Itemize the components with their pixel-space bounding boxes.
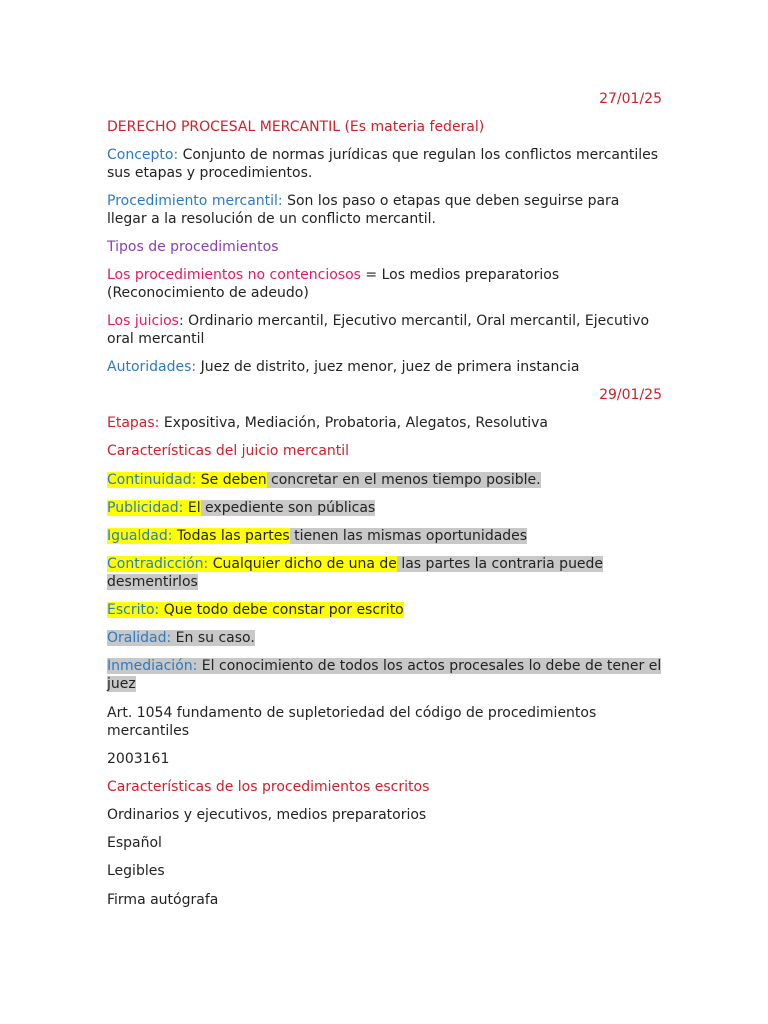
inmediacion-paragraph: [107, 657, 662, 693]
procedimiento-paragraph: [107, 192, 662, 228]
art-paragraph: Art. 1054 fundamento de supletoriedad del código de procedimientos mercantiles: [107, 705, 597, 739]
autoridades-paragraph: [107, 358, 662, 376]
concepto-label: Concepto:: [107, 147, 179, 163]
continuidad-label: Continuidad:: [107, 472, 197, 488]
date-2: 29/01/25: [599, 387, 662, 403]
continuidad-paragraph: [107, 471, 662, 489]
publicidad-yellow: El: [183, 500, 201, 516]
autoridades-label: Autoridades:: [107, 359, 197, 375]
inmediacion-gray: El conocimiento de todos los actos procesales lo debe de tener el juez: [107, 658, 662, 692]
igualdad-yellow: Todas las partes: [172, 528, 290, 544]
oralidad-gray: En su caso.: [171, 630, 255, 646]
no-contenciosos-label: Los procedimientos no contenciosos: [107, 267, 361, 283]
contradiccion-label: Contradicción:: [107, 556, 209, 572]
juicios-text: : Ordinario mercantil, Ejecutivo mercantil, Oral mercantil, Ejecutivo oral mercantil: [107, 313, 650, 347]
publicidad-label: Publicidad:: [107, 500, 184, 516]
igualdad-label: Igualdad:: [107, 528, 173, 544]
etapas-label: Etapas:: [107, 415, 160, 431]
tipos-heading: Tipos de procedimientos: [107, 239, 279, 255]
etapas-text: Expositiva, Mediación, Probatoria, Alegatos, Resolutiva: [159, 415, 548, 431]
date-1: 27/01/25: [599, 91, 662, 107]
continuidad-yellow: Se deben: [196, 472, 267, 488]
contradiccion-paragraph: [107, 555, 662, 591]
no-contenciosos-text: = Los medios preparatorios (Reconocimiento de adeudo): [107, 267, 560, 301]
procedimiento-text: Son los paso o etapas que deben seguirse para llegar a la resolución de un conflicto mercantil.: [107, 193, 620, 227]
list-item: Legibles: [107, 863, 165, 879]
escrito-paragraph: [107, 601, 662, 619]
concepto-text: Conjunto de normas jurídicas que regulan los conflictos mercantiles sus etapas y procedimientos.: [107, 147, 659, 181]
oralidad-paragraph: [107, 629, 662, 647]
continuidad-gray: concretar en el menos tiempo posible.: [266, 472, 541, 488]
list-item: Firma autógrafa: [107, 892, 219, 908]
escrito-yellow: Que todo debe constar por escrito: [159, 602, 404, 618]
contradiccion-gray: las partes la contraria puede desmentirlos: [107, 556, 604, 590]
juicios-paragraph: [107, 312, 662, 348]
escritos-heading: Características de los procedimientos escritos: [107, 779, 430, 795]
inmediacion-label: Inmediación:: [107, 658, 198, 674]
caracteristicas-heading: Características del juicio mercantil: [107, 443, 350, 459]
list-item: Español: [107, 835, 162, 851]
oralidad-label: Oralidad:: [107, 630, 172, 646]
list-item: Ordinarios y ejecutivos, medios preparatorios: [107, 807, 427, 823]
publicidad-gray: expediente son públicas: [200, 500, 376, 516]
escrito-label: Escrito:: [107, 602, 160, 618]
igualdad-paragraph: [107, 527, 662, 545]
document-title: DERECHO PROCESAL MERCANTIL (Es materia federal): [107, 119, 485, 135]
juicios-label: Los juicios: [107, 313, 179, 329]
etapas-paragraph: [107, 414, 662, 432]
publicidad-paragraph: [107, 499, 662, 517]
no-contenciosos-paragraph: [107, 266, 662, 302]
number-paragraph: 2003161: [107, 751, 170, 767]
autoridades-text: Juez de distrito, juez menor, juez de primera instancia: [196, 359, 580, 375]
igualdad-gray: tienen las mismas oportunidades: [289, 528, 528, 544]
concepto-paragraph: [107, 146, 662, 182]
contradiccion-yellow: Cualquier dicho de una de: [208, 556, 397, 572]
procedimiento-label: Procedimiento mercantil:: [107, 193, 283, 209]
